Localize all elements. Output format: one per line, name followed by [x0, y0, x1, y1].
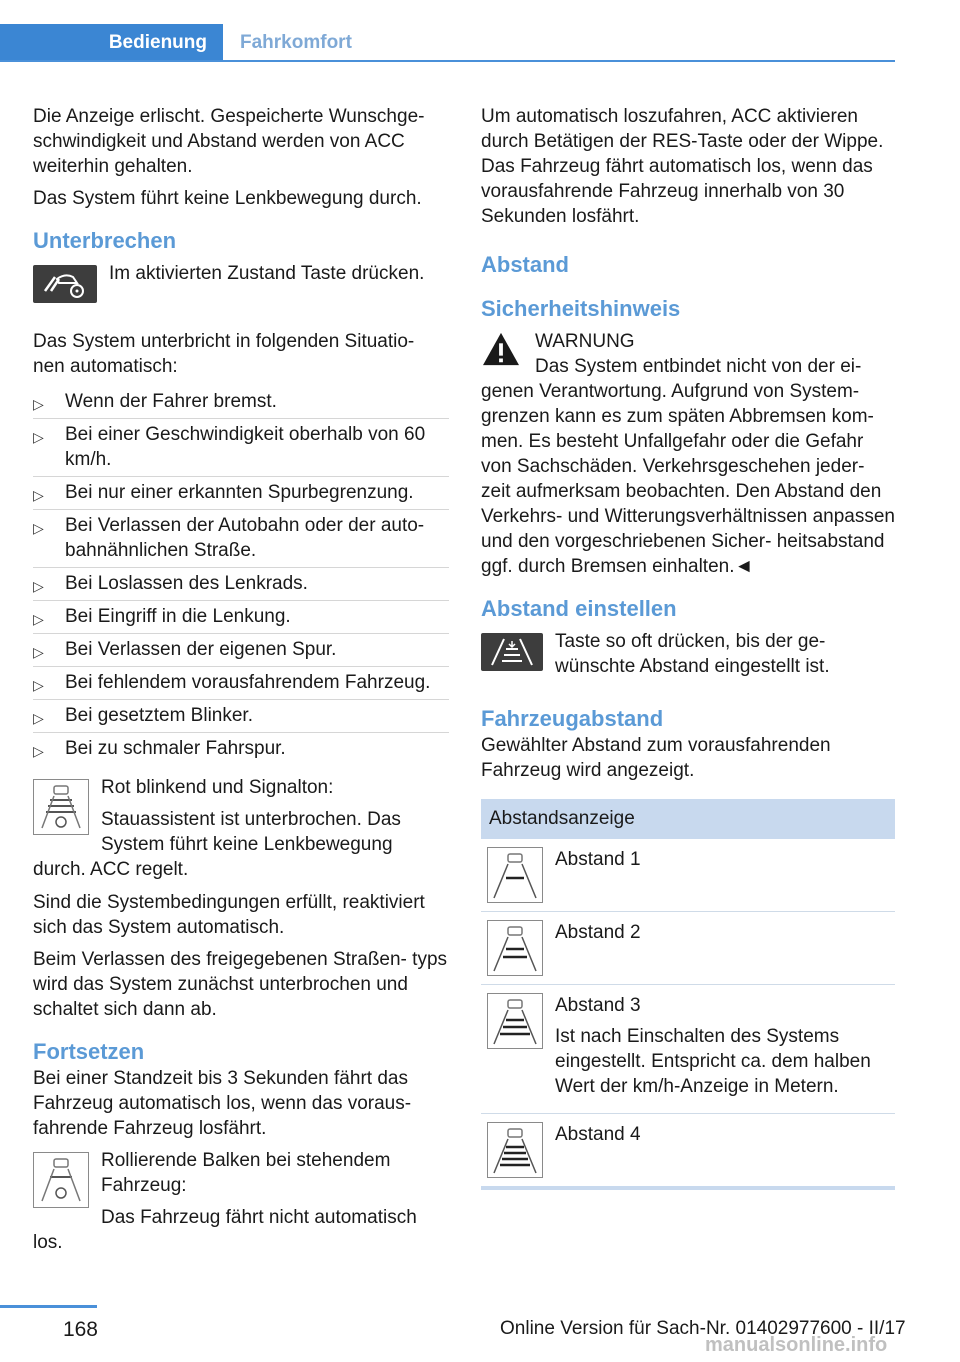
distance-2-icon	[487, 920, 543, 976]
einstellen-block	[481, 629, 895, 689]
footer-rule	[0, 1305, 97, 1308]
distance-4-icon	[487, 1122, 543, 1178]
left-column	[33, 104, 449, 1263]
distance-label: Abstand 3	[555, 995, 641, 1016]
heading-unterbrechen: Unterbrechen	[33, 228, 177, 253]
triangle-bullet-icon: ▷	[33, 644, 44, 660]
interrupt-conditions-list	[33, 386, 449, 765]
unterbrechen-text: Im aktivierten Zustand Taste drücken.	[109, 263, 425, 284]
triangle-bullet-icon: ▷	[33, 710, 44, 726]
red-blink-text: Stauassistent ist unterbrochen. Das System führt keine Lenkbewegung durch. ACC regelt.	[33, 809, 401, 880]
paragraph: Die Anzeige erlischt. Gespeicherte Wunschge‐ schwindigkeit und Abstand werden von ACC weiterhin gehalten.	[33, 106, 425, 177]
header-tabs	[0, 24, 895, 62]
table-row	[481, 1114, 895, 1189]
rolling-bars-block	[33, 1148, 449, 1255]
list-item: ▷ Bei Verlassen der eigenen Spur.	[33, 634, 449, 667]
tab-fahrkomfort[interactable]: Fahrkomfort	[240, 32, 352, 53]
paragraph: Gewählter Abstand zum vorausfahrenden Fahrzeug wird angezeigt.	[481, 735, 831, 781]
distance-label: Abstand 2	[555, 922, 641, 943]
online-version: Online Version für Sach-Nr. 01402977600 - II/17	[500, 1318, 906, 1339]
triangle-bullet-icon: ▷	[33, 611, 44, 627]
triangle-bullet-icon: ▷	[33, 677, 44, 693]
list-item: ▷ Bei Verlassen der Autobahn oder der auto‐ bahnähnlichen Straße.	[33, 510, 449, 568]
heading-abstand: Abstand	[481, 252, 569, 277]
distance-label: Abstand 4	[555, 1124, 641, 1145]
lane-assist-interrupted-icon	[33, 779, 89, 835]
distance-table	[481, 799, 895, 1190]
list-item: ▷ Bei zu schmaler Fahrspur.	[33, 733, 449, 765]
warning-title: WARNUNG	[535, 331, 635, 352]
list-item: ▷ Bei Loslassen des Lenkrads.	[33, 568, 449, 601]
list-item: ▷ Wenn der Fahrer bremst.	[33, 386, 449, 419]
paragraph: Bei einer Standzeit bis 3 Sekunden fährt das Fahrzeug automatisch los, wenn das voraus‐ fahrende Fahrzeug losfährt.	[33, 1068, 412, 1139]
warning-block	[481, 329, 895, 579]
right-column	[481, 104, 895, 1190]
paragraph: Das System unterbricht in folgenden Situatio‐ nen automatisch:	[33, 331, 415, 377]
triangle-bullet-icon: ▷	[33, 429, 44, 445]
red-blink-block	[33, 775, 449, 882]
unterbrechen-block	[33, 261, 449, 321]
table-row	[481, 912, 895, 985]
steering-assist-button-icon	[33, 265, 97, 303]
paragraph: Um automatisch loszufahren, ACC aktivieren durch Betätigen der RES-Taste oder der Wippe. Das Fahrzeug fährt automatisch los, wenn das vorausfahrende Fahrzeug innerhalb von 30 Sekunden losfährt.	[481, 106, 884, 227]
list-item: ▷ Bei Eingriff in die Lenkung.	[33, 601, 449, 634]
paragraph: Sind die Systembedingungen erfüllt, reaktiviert sich das System automatisch.	[33, 892, 425, 938]
rolling-bars-icon	[33, 1152, 89, 1208]
heading-fortsetzen: Fortsetzen	[33, 1039, 145, 1064]
list-item: ▷ Bei gesetztem Blinker.	[33, 700, 449, 733]
einstellen-text: Taste so oft drücken, bis der ge‐ wünschte Abstand eingestellt ist.	[555, 631, 830, 677]
distance-1-icon	[487, 847, 543, 903]
distance-note: Ist nach Einschalten des Systems eingestellt. Entspricht ca. dem halben Wert der km/h-Anzeige in Metern.	[555, 1026, 871, 1097]
triangle-bullet-icon: ▷	[33, 743, 44, 759]
tab-bedienung[interactable]: Bedienung	[0, 24, 223, 62]
rolling-bars-title: Rollierende Balken bei stehendem Fahrzeug:	[101, 1150, 391, 1196]
triangle-bullet-icon: ▷	[33, 487, 44, 503]
red-blink-title: Rot blinkend und Signalton:	[101, 777, 334, 798]
triangle-bullet-icon: ▷	[33, 520, 44, 536]
list-item: ▷ Bei nur einer erkannten Spurbegrenzung.	[33, 477, 449, 510]
list-item: ▷ Bei einer Geschwindigkeit oberhalb von 60 km/h.	[33, 419, 449, 477]
heading-fahrzeugabstand: Fahrzeugabstand	[481, 706, 664, 731]
warning-triangle-icon	[481, 331, 521, 372]
heading-abstand-einstellen: Abstand einstellen	[481, 596, 677, 621]
paragraph: Beim Verlassen des freigegebenen Straßen‐ typs wird das System zunächst unterbrochen und schaltet sich dann ab.	[33, 949, 448, 1020]
table-row	[481, 839, 895, 912]
distance-button-icon	[481, 633, 543, 671]
warning-text: Das System entbindet nicht von der ei‐ genen Verantwortung. Aufgrund von System‐ grenzen kann es zum späten Abbremsen kom‐ men. Es besteht Unfallgefahr oder die Gefahr von Sachschäden. Verkehrsgeschehen jeder‐ zeit aufmerksam beobachten. Den Abstand den Verkehrs- und Witterungsverhältnissen anpassen und den vorgeschriebenen Sicher‐ heitsabstand ggf. durch Bremsen einhalten.◄	[481, 356, 896, 577]
distance-3-icon	[487, 993, 543, 1049]
list-item: ▷ Bei fehlendem vorausfahrendem Fahrzeug.	[33, 667, 449, 700]
paragraph: Das System führt keine Lenkbewegung durch.	[33, 188, 422, 209]
header-rule	[0, 60, 895, 62]
table-row	[481, 985, 895, 1114]
page-number: 168	[62, 1318, 98, 1341]
triangle-bullet-icon: ▷	[33, 578, 44, 594]
rolling-bars-text: Das Fahrzeug fährt nicht automatisch los.	[33, 1207, 417, 1253]
watermark: manualsonline.info	[705, 1334, 888, 1356]
heading-sicherheitshinweis: Sicherheitshinweis	[481, 296, 681, 321]
triangle-bullet-icon: ▷	[33, 396, 44, 412]
table-header: Abstandsanzeige	[481, 799, 895, 839]
distance-label: Abstand 1	[555, 849, 641, 870]
